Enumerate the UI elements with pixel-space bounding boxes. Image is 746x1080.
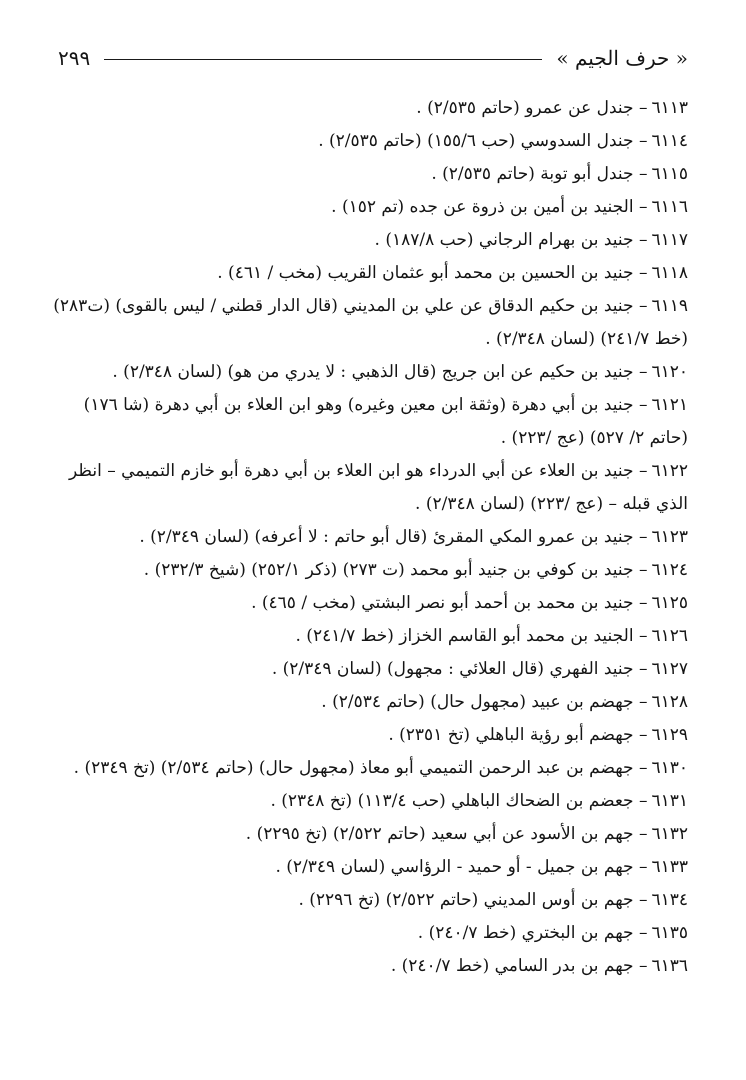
list-item [40, 455, 688, 521]
entry-number: ٦١٢٤ [651, 560, 688, 580]
entry-text: – جنيد بن حكيم الدقاق عن علي بن المديني (قال الدار قطني / ليس بالقوى) (ت٢٨٣) (خط ٢٤١/٧) (لسان ٢/٣٤٨) . [53, 296, 688, 349]
list-item [40, 587, 688, 620]
entry-number: ٦١٢٨ [651, 692, 688, 712]
entry-text: – جنيد بن محمد بن أحمد أبو نصر البشتي (مخب / ٤٦٥) . [251, 593, 648, 613]
entry-text: – جهضم بن عبيد (مجهول حال) (حاتم ٢/٥٣٤) . [321, 692, 648, 712]
list-item [40, 686, 688, 719]
entry-text: – جندل عن عمرو (حاتم ٢/٥٣٥) . [416, 98, 648, 118]
entry-text: – جهضم أبو رؤية الباهلي (تخ ٢٣٥١) . [388, 725, 648, 745]
entry-text: – جنيد بن حكيم عن ابن جريج (قال الذهبي : لا يدري من هو) (لسان ٢/٣٤٨) . [112, 362, 648, 382]
entry-number: ٦١١٤ [651, 131, 688, 151]
entry-number: ٦١١٧ [651, 230, 688, 250]
entry-text: – جهم بن بدر السامي (خط ٢٤٠/٧) . [390, 956, 648, 976]
list-item [40, 719, 688, 752]
list-item [40, 653, 688, 686]
entry-list [40, 92, 688, 983]
header-rule [104, 59, 542, 60]
entry-text: – جندل أبو توبة (حاتم ٢/٥٣٥) . [431, 164, 648, 184]
entry-number: ٦١٢٧ [651, 659, 688, 679]
entry-number: ٦١١٩ [651, 296, 688, 316]
list-item [40, 950, 688, 983]
entry-number: ٦١٢٥ [651, 593, 688, 613]
list-item [40, 917, 688, 950]
entry-number: ٦١٣٤ [651, 890, 688, 910]
list-item [40, 752, 688, 785]
entry-number: ٦١٢١ [651, 395, 688, 415]
entry-number: ٦١٣٥ [651, 923, 688, 943]
entry-number: ٦١٣٣ [651, 857, 688, 877]
entry-text: – جندل السدوسي (حب ١٥٥/٦) (حاتم ٢/٥٣٥) . [318, 131, 648, 151]
list-item [40, 257, 688, 290]
entry-text: – جنيد بن أبي دهرة (وثقة ابن معين وغيره) وهو ابن العلاء بن أبي دهرة (شا ١٧٦) (حاتم ٢/ ٥٢٧) (عج /٢٢٣) . [83, 395, 688, 448]
entry-number: ٦١١٦ [651, 197, 688, 217]
list-item [40, 125, 688, 158]
entry-text: – جهم بن الأسود عن أبي سعيد (حاتم ٢/٥٢٢) (تخ ٢٢٩٥) . [245, 824, 648, 844]
entry-number: ٦١١٨ [651, 263, 688, 283]
list-item [40, 224, 688, 257]
entry-text: – جنيد الفهري (قال العلائي : مجهول) (لسان ٢/٣٤٩) . [271, 659, 648, 679]
entry-number: ٦١٣٢ [651, 824, 688, 844]
entry-text: – جهضم بن عبد الرحمن التميمي أبو معاذ (مجهول حال) (حاتم ٢/٥٣٤) (تخ ٢٣٤٩) . [73, 758, 648, 778]
list-item [40, 851, 688, 884]
list-item [40, 620, 688, 653]
list-item [40, 818, 688, 851]
chapter-title: « حرف الجيم » [556, 46, 688, 70]
page-header [58, 40, 688, 76]
entry-number: ٦١٢٣ [651, 527, 688, 547]
entry-text: – جعضم بن الضحاك الباهلي (حب ١١٣/٤) (تخ ٢٣٤٨) . [270, 791, 648, 811]
entry-number: ٦١٣٦ [651, 956, 688, 976]
entry-text: – الجنيد بن أمين بن ذروة عن جده (تم ١٥٢) . [331, 197, 648, 217]
entry-text: – جنيد بن العلاء عن أبي الدرداء هو ابن العلاء بن أبي دهرة أبو خازم التميمي – انظر الذي قبله – (عج /٢٢٣) (لسان ٢/٣٤٨) . [69, 461, 688, 514]
list-item [40, 521, 688, 554]
list-item [40, 884, 688, 917]
list-item [40, 191, 688, 224]
list-item [40, 356, 688, 389]
list-item [40, 290, 688, 356]
page-number: ٢٩٩ [58, 46, 91, 70]
entry-text: – جنيد بن عمرو المكي المقرئ (قال أبو حاتم : لا أعرفه) (لسان ٢/٣٤٩) . [139, 527, 648, 547]
entry-number: ٦١١٥ [651, 164, 688, 184]
entry-number: ٦١٢٩ [651, 725, 688, 745]
entry-text: – الجنيد بن محمد أبو القاسم الخزاز (خط ٢٤١/٧) . [295, 626, 648, 646]
list-item [40, 389, 688, 455]
list-item [40, 785, 688, 818]
entry-number: ٦١١٣ [651, 98, 688, 118]
entry-text: – جهم بن البختري (خط ٢٤٠/٧) . [417, 923, 648, 943]
entry-number: ٦١٢٢ [651, 461, 688, 481]
entry-number: ٦١٣٠ [651, 758, 688, 778]
list-item [40, 158, 688, 191]
list-item [40, 92, 688, 125]
entry-text: – جنيد بن الحسين بن محمد أبو عثمان القريب (مخب / ٤٦١) . [217, 263, 648, 283]
entry-number: ٦١٣١ [651, 791, 688, 811]
entry-text: – جنيد بن كوفي بن جنيد أبو محمد (ت ٢٧٣) (ذكر ٢٥٢/١) (شيخ ٢٣٢/٣) . [143, 560, 648, 580]
entry-text: – جهم بن أوس المديني (حاتم ٢/٥٢٢) (تخ ٢٢٩٦) . [298, 890, 648, 910]
entry-text: – جنيد بن بهرام الرجاني (حب ١٨٧/٨) . [374, 230, 648, 250]
entry-number: ٦١٢٠ [651, 362, 688, 382]
list-item [40, 554, 688, 587]
entry-number: ٦١٢٦ [651, 626, 688, 646]
entry-text: – جهم بن جميل - أو حميد - الرؤاسي (لسان ٢/٣٤٩) . [275, 857, 648, 877]
